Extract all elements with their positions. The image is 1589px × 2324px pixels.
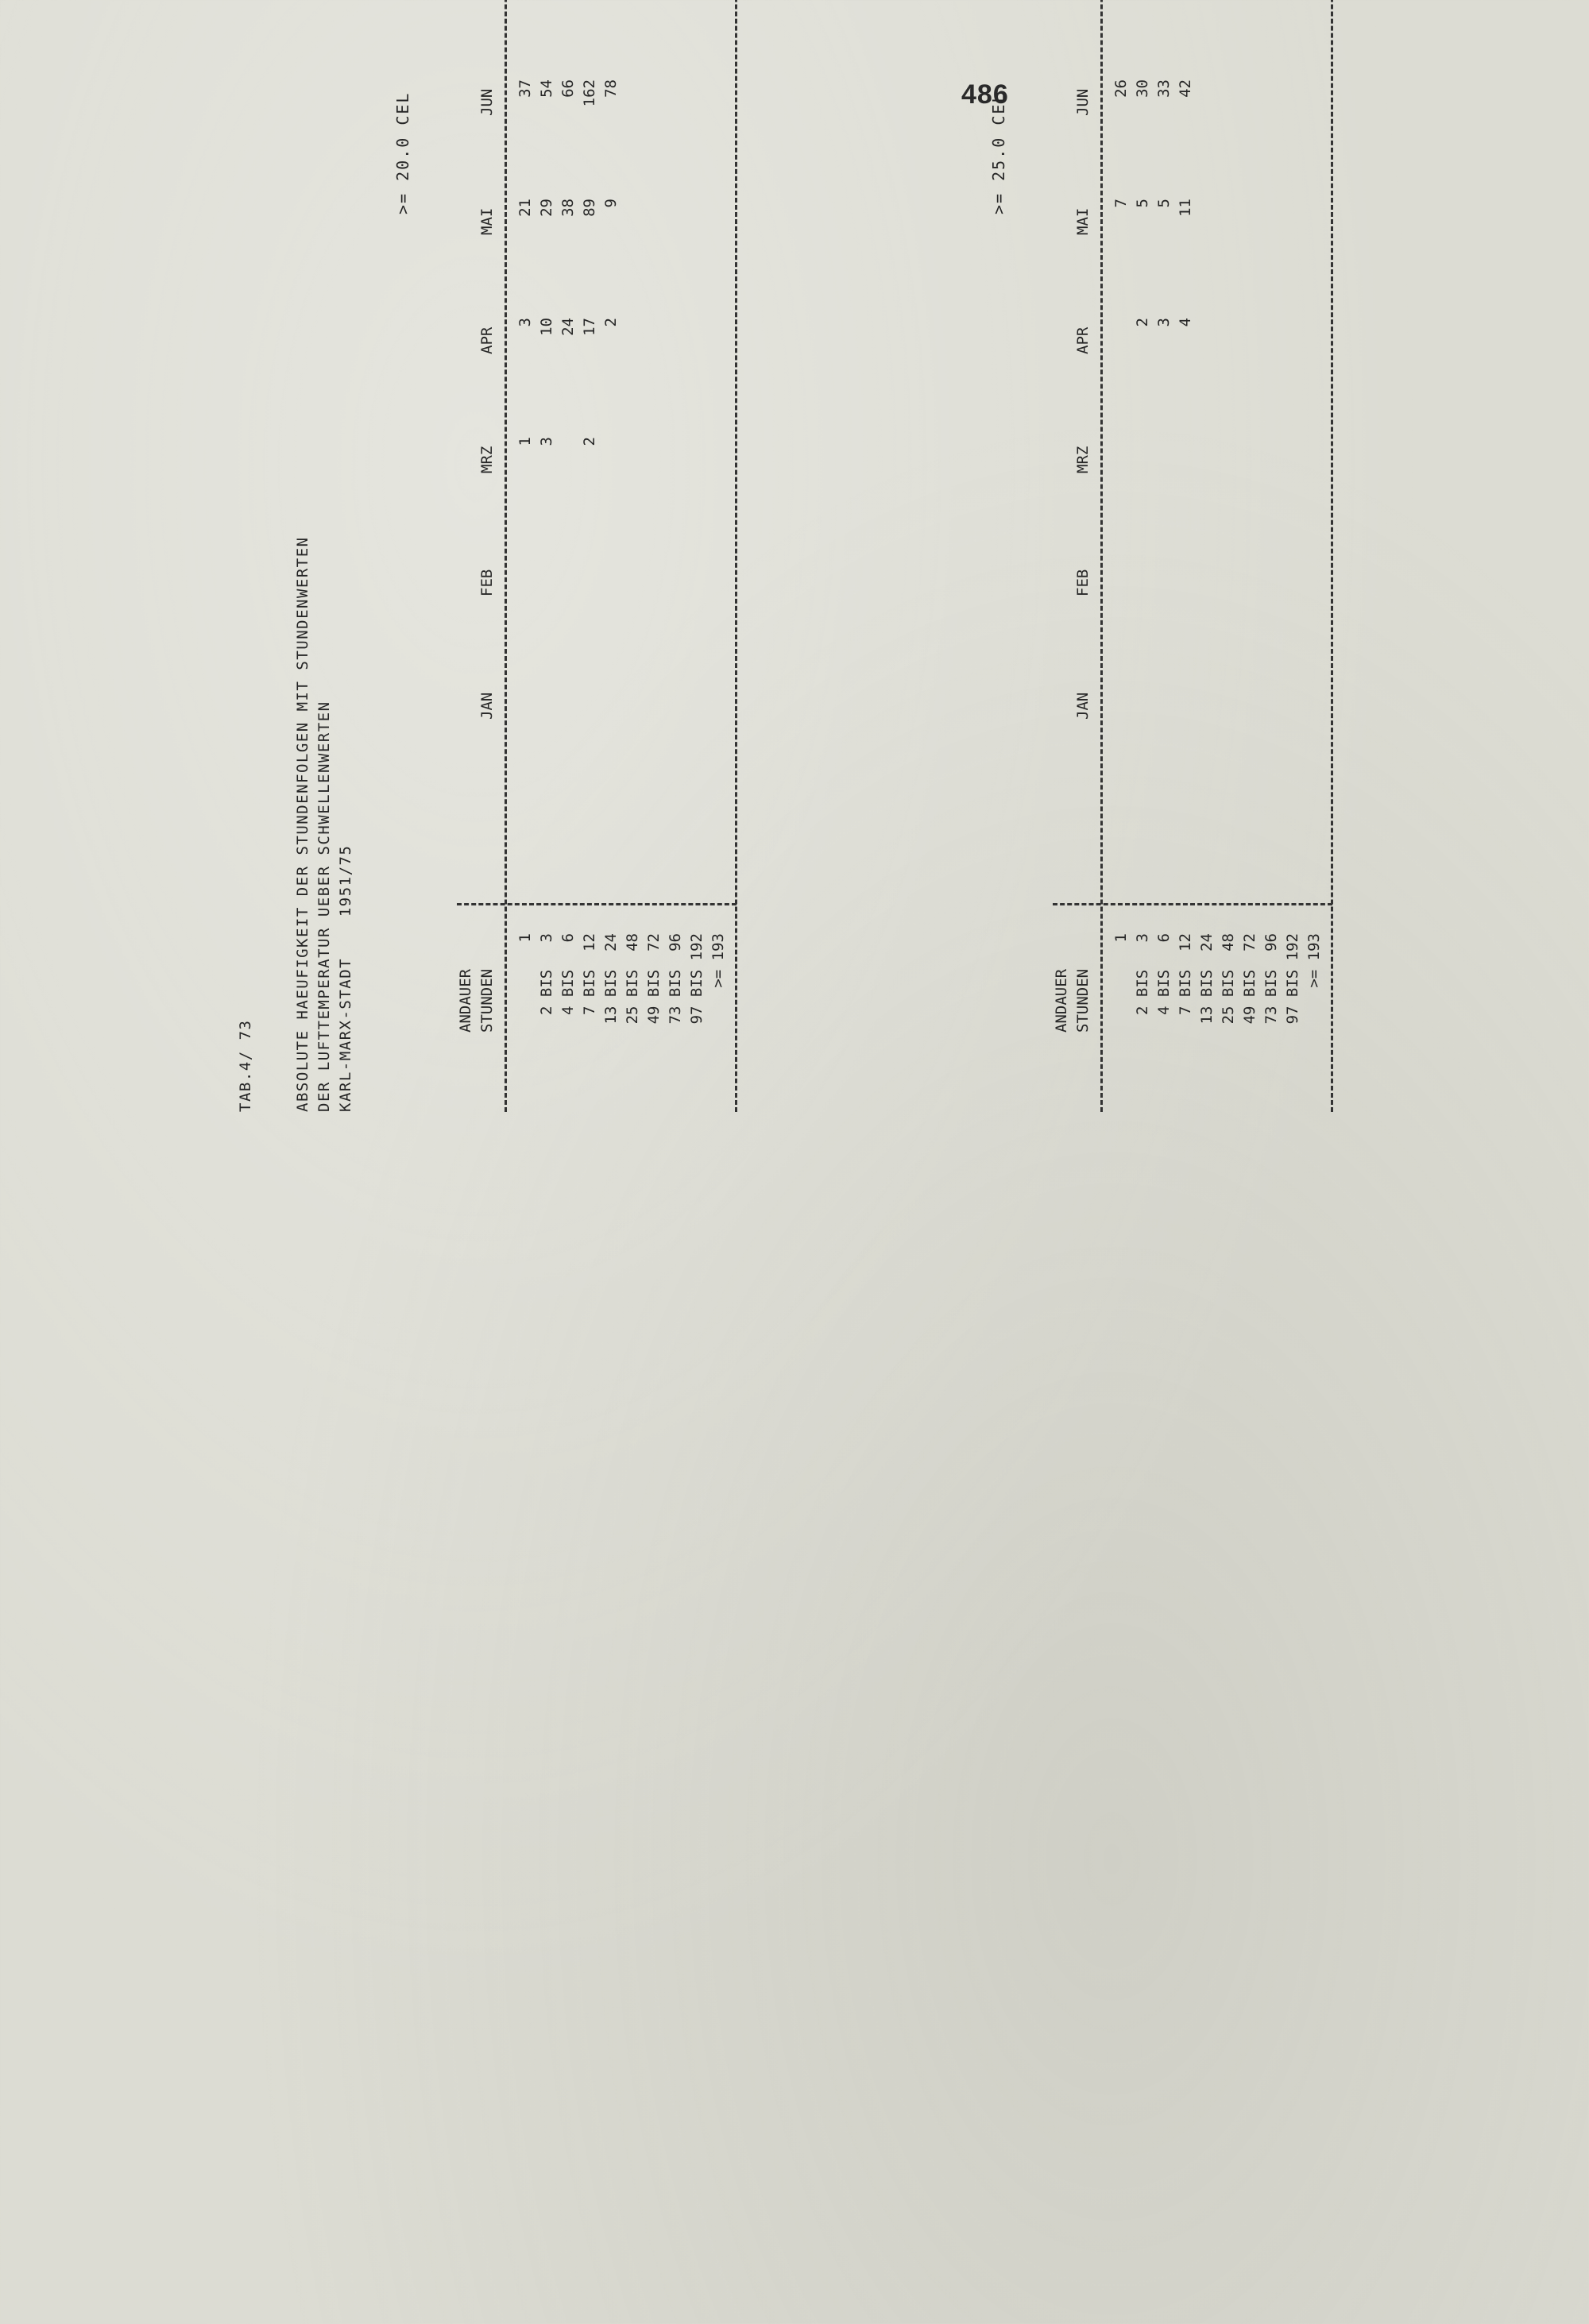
bottom-rule <box>735 0 737 1112</box>
stub-header-andauer: ANDAUER <box>457 968 474 1033</box>
table-cell: 29 <box>538 199 555 217</box>
row-label: 49 BIS 72 <box>1241 933 1258 1025</box>
table-cell <box>1177 0 1194 8</box>
row-label: 4 BIS 6 <box>1155 933 1173 1015</box>
column-header-mai: MAI <box>1074 207 1092 235</box>
title-line-2: DER LUFTTEMPERATUR UEBER SCHWELLENWERTEN <box>315 701 333 1112</box>
row-label: 7 BIS 12 <box>1177 933 1194 1015</box>
page-number: 486 <box>961 79 1009 110</box>
table-cell: 33 <box>1155 79 1173 98</box>
table-cell: 5 <box>1155 199 1173 208</box>
column-header-feb: FEB <box>478 569 496 596</box>
row-label: 2 BIS 3 <box>1134 933 1151 1015</box>
stub-header-stunden: STUNDEN <box>478 968 496 1033</box>
row-label: 13 BIS 24 <box>1198 933 1216 1025</box>
rotated-document <box>191 0 1589 1112</box>
row-label: 49 BIS 72 <box>645 933 663 1025</box>
header-rule <box>505 0 507 1112</box>
column-header-jan: JAN <box>478 692 496 720</box>
column-header-jan: JAN <box>1074 692 1092 720</box>
table-cell: 4 <box>1177 318 1194 327</box>
row-label: 97 BIS 192 <box>1284 933 1301 1025</box>
table-cell: 11 <box>1177 199 1194 217</box>
table-cell <box>516 0 534 8</box>
row-label: 4 BIS 6 <box>559 933 577 1015</box>
threshold-label: >= 25.0 CEL <box>989 91 1008 214</box>
table-cell: 30 <box>1134 79 1151 98</box>
column-header-mrz: MRZ <box>1074 446 1092 473</box>
row-label: 7 BIS 12 <box>581 933 598 1015</box>
row-label: 1 <box>516 933 534 943</box>
table-id: TAB.4/ 73 <box>237 1019 254 1112</box>
row-label: >= 193 <box>1305 933 1323 988</box>
table-cell: 2 <box>581 437 598 446</box>
table-cell: 2 <box>1134 318 1151 327</box>
table-cell: 5 <box>1134 199 1151 208</box>
table-cell <box>538 0 555 8</box>
table-cell: 54 <box>538 79 555 98</box>
table-cell: 10 <box>538 318 555 336</box>
table-cell: 78 <box>602 79 620 98</box>
table-cell: 24 <box>559 318 577 336</box>
row-label: 73 BIS 96 <box>1262 933 1280 1025</box>
table-cell: 89 <box>581 199 598 217</box>
table-cell: 42 <box>1177 79 1194 98</box>
column-header-jun: JUN <box>478 88 496 116</box>
title-line-1: ABSOLUTE HAEUFIGKEIT DER STUNDENFOLGEN MIT STUNDENWERTEN <box>294 536 311 1112</box>
bottom-rule <box>1331 0 1333 1112</box>
stub-divider <box>1053 903 1332 905</box>
table-cell: 7 <box>1112 199 1130 208</box>
table-cell <box>1155 0 1173 8</box>
table-cell <box>624 0 641 8</box>
header-rule <box>1100 0 1103 1112</box>
frequency-table-2 <box>989 0 1339 1112</box>
table-cell: 66 <box>559 79 577 98</box>
title-line-3: KARL-MARX-STADT 1951/75 <box>337 844 354 1112</box>
table-cell <box>1134 0 1151 8</box>
frequency-table-1 <box>393 0 743 1112</box>
table-cell <box>1198 0 1216 8</box>
table-cell <box>1112 0 1130 8</box>
row-label: >= 193 <box>709 933 727 988</box>
table-cell: 3 <box>516 318 534 327</box>
table-cell: 162 <box>581 79 598 107</box>
row-label: 25 BIS 48 <box>1220 933 1237 1025</box>
table-cell: 2 <box>602 318 620 327</box>
table-cell <box>581 0 598 8</box>
table-cell <box>602 0 620 8</box>
column-header-apr: APR <box>478 326 496 354</box>
table-cell: 3 <box>1155 318 1173 327</box>
stub-header-andauer: ANDAUER <box>1053 968 1070 1033</box>
column-header-mrz: MRZ <box>478 446 496 473</box>
table-cell: 26 <box>1112 79 1130 98</box>
column-header-apr: APR <box>1074 326 1092 354</box>
table-cell <box>559 0 577 8</box>
table-cell: 21 <box>516 199 534 217</box>
table-cell: 38 <box>559 199 577 217</box>
row-label: 25 BIS 48 <box>624 933 641 1025</box>
table-cell: 3 <box>538 437 555 446</box>
row-label: 73 BIS 96 <box>667 933 684 1025</box>
stub-divider <box>457 903 737 905</box>
row-label: 1 <box>1112 933 1130 943</box>
table-cell: 1 <box>516 437 534 446</box>
table-cell: 37 <box>516 79 534 98</box>
stub-header-stunden: STUNDEN <box>1074 968 1092 1033</box>
column-header-jun: JUN <box>1074 88 1092 116</box>
row-label: 97 BIS 192 <box>688 933 706 1025</box>
column-header-feb: FEB <box>1074 569 1092 596</box>
row-label: 13 BIS 24 <box>602 933 620 1025</box>
column-header-mai: MAI <box>478 207 496 235</box>
row-label: 2 BIS 3 <box>538 933 555 1015</box>
table-cell: 9 <box>602 199 620 208</box>
table-cell: 17 <box>581 318 598 336</box>
threshold-label: >= 20.0 CEL <box>393 91 412 214</box>
